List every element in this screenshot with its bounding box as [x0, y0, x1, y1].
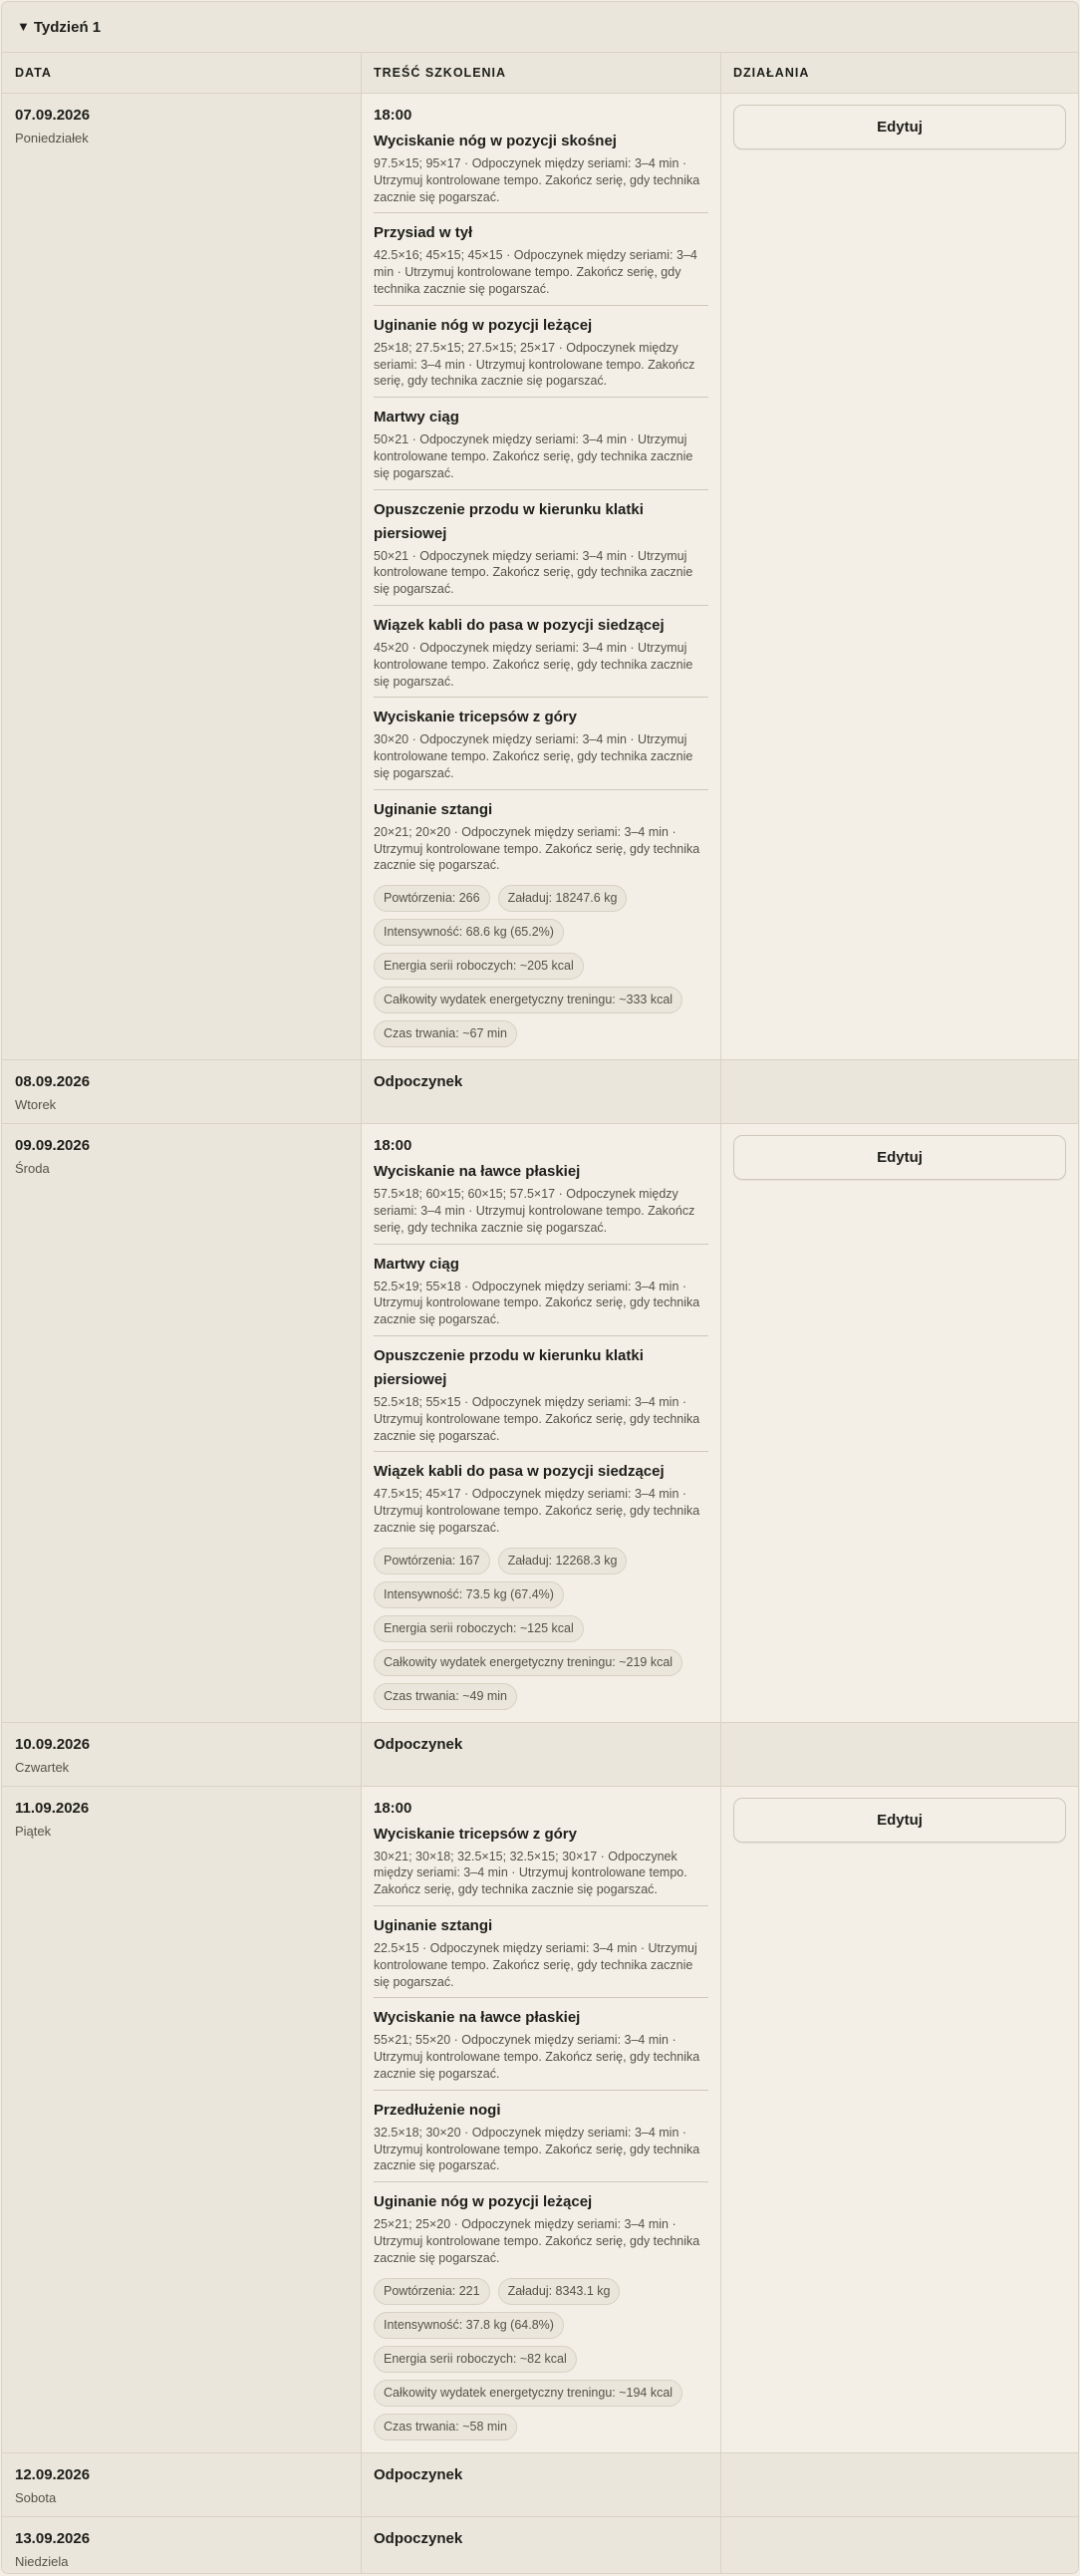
actions-cell	[721, 2453, 1078, 2516]
table-header	[2, 53, 1078, 94]
date-cell	[2, 1787, 362, 2452]
exercise-name: Martwy ciąg	[374, 409, 459, 427]
stat-badge: Intensywność: 37.8 kg (64.8%)	[374, 2312, 564, 2339]
exercise-item	[374, 2006, 708, 2090]
date-cell	[2, 94, 362, 1059]
session-stats	[374, 885, 706, 1047]
exercise-item	[374, 1160, 708, 1244]
rest-label: Odpoczynek	[374, 2529, 463, 2547]
exercise-detail: 42.5×16; 45×15; 45×15 · Odpoczynek między seriami: 3–4 min · Utrzymuj kontrolowane tempo. Zakończ serię, gdy technika zacznie się pogarszać.	[374, 248, 697, 296]
day-weekday: Sobota	[15, 2489, 57, 2505]
exercise-name: Opuszczenie przodu w kierunku klatki piersiowej	[374, 1346, 644, 1388]
day-weekday: Poniedziałek	[15, 131, 89, 145]
date-cell	[2, 2453, 362, 2516]
exercise-name: Martwy ciąg	[374, 1255, 459, 1273]
exercise-name: Wyciskanie na ławce płaskiej	[374, 2009, 581, 2027]
exercise-item	[374, 1344, 708, 1452]
exercise-detail: 25×18; 27.5×15; 27.5×15; 25×17 · Odpoczynek między seriami: 3–4 min · Utrzymuj kontrolowane tempo. Zakończ serię, gdy technika zacznie się pogarszać.	[374, 340, 695, 389]
exercise-name: Opuszczenie przodu w kierunku klatki piersiowej	[374, 500, 644, 542]
exercise-detail: 30×20 · Odpoczynek między seriami: 3–4 min · Utrzymuj kontrolowane tempo. Zakończ serię, gdy technika zacznie się pogarszać.	[374, 732, 693, 780]
training-day-row	[2, 1124, 1078, 1723]
actions-cell	[721, 1124, 1078, 1722]
stat-badge: Załaduj: 8343.1 kg	[498, 2278, 621, 2305]
stat-badge: Intensywność: 68.6 kg (65.2%)	[374, 919, 564, 946]
exercise-item	[374, 2099, 708, 2182]
rest-label: Odpoczynek	[374, 1735, 463, 1753]
session-time: 18:00	[374, 107, 412, 124]
exercise-item	[374, 314, 708, 398]
exercise-item	[374, 498, 708, 606]
stat-badge: Intensywność: 73.5 kg (67.4%)	[374, 1581, 564, 1608]
exercise-detail: 52.5×18; 55×15 · Odpoczynek między seriami: 3–4 min · Utrzymuj kontrolowane tempo. Zakończ serię, gdy technika zacznie się pogarszać.	[374, 1394, 700, 1443]
content-cell	[362, 94, 721, 1059]
rest-day-row	[2, 2517, 1078, 2574]
edit-button[interactable]: Edytuj	[733, 1798, 1066, 1843]
session-time: 18:00	[374, 1137, 412, 1155]
day-date: 10.09.2026	[15, 1735, 91, 1753]
actions-cell	[721, 2517, 1078, 2574]
exercise-name: Wyciskanie nóg w pozycji skośnej	[374, 133, 617, 149]
stat-badge: Energia serii roboczych: ~125 kcal	[374, 1615, 584, 1642]
stat-badge: Załaduj: 12268.3 kg	[498, 1548, 628, 1574]
day-date: 08.09.2026	[15, 1073, 91, 1091]
exercise-item	[374, 614, 708, 698]
edit-button[interactable]: Edytuj	[733, 105, 1066, 149]
actions-cell	[721, 94, 1078, 1059]
content-cell	[362, 1787, 721, 2452]
stat-badge: Załaduj: 18247.6 kg	[498, 885, 628, 912]
week-toggle[interactable]	[2, 2, 1078, 53]
day-weekday: Niedziela	[15, 2553, 69, 2569]
exercise-detail: 45×20 · Odpoczynek między seriami: 3–4 min · Utrzymuj kontrolowane tempo. Zakończ serię, gdy technika zacznie się pogarszać.	[374, 640, 693, 689]
day-date: 07.09.2026	[15, 107, 91, 124]
exercise-name: Przysiad w tył	[374, 224, 473, 242]
exercise-detail: 52.5×19; 55×18 · Odpoczynek między seriami: 3–4 min · Utrzymuj kontrolowane tempo. Zakończ serię, gdy technika zacznie się pogarszać.	[374, 1279, 700, 1327]
stat-badge: Powtórzenia: 221	[374, 2278, 490, 2305]
triangle-down-icon: ▼	[17, 18, 30, 34]
exercise-detail: 32.5×18; 30×20 · Odpoczynek między seriami: 3–4 min · Utrzymuj kontrolowane tempo. Zakończ serię, gdy technika zacznie się pogarszać.	[374, 2125, 700, 2173]
exercise-detail: 20×21; 20×20 · Odpoczynek między seriami: 3–4 min · Utrzymuj kontrolowane tempo. Zakończ serię, gdy technika zacznie się pogarszać.	[374, 824, 700, 873]
edit-button[interactable]: Edytuj	[733, 1135, 1066, 1180]
rest-label: Odpoczynek	[374, 2465, 463, 2483]
exercise-detail: 50×21 · Odpoczynek między seriami: 3–4 min · Utrzymuj kontrolowane tempo. Zakończ serię, gdy technika zacznie się pogarszać.	[374, 548, 693, 597]
exercise-detail: 25×21; 25×20 · Odpoczynek między seriami: 3–4 min · Utrzymuj kontrolowane tempo. Zakończ serię, gdy technika zacznie się pogarszać.	[374, 2217, 700, 2265]
day-weekday: Piątek	[15, 1823, 52, 1839]
session-time: 18:00	[374, 1799, 412, 1817]
content-cell	[362, 1723, 721, 1786]
session-stats	[374, 1548, 706, 1710]
column-header-date: DATA	[2, 53, 362, 93]
column-header-content: TREŚĆ SZKOLENIA	[362, 53, 721, 93]
exercise-detail: 47.5×15; 45×17 · Odpoczynek między seriami: 3–4 min · Utrzymuj kontrolowane tempo. Zakończ serię, gdy technika zacznie się pogarszać.	[374, 1487, 700, 1535]
exercise-item	[374, 1914, 708, 1998]
day-date: 12.09.2026	[15, 2465, 91, 2483]
day-date: 11.09.2026	[15, 1799, 90, 1817]
exercise-item	[374, 2190, 708, 2266]
actions-cell	[721, 1723, 1078, 1786]
stat-badge: Całkowity wydatek energetyczny treningu: ~333 kcal	[374, 987, 682, 1013]
exercise-name: Uginanie sztangi	[374, 1917, 493, 1935]
date-cell	[2, 2517, 362, 2574]
content-cell	[362, 1060, 721, 1123]
stat-badge: Czas trwania: ~58 min	[374, 2414, 517, 2440]
content-cell	[362, 2453, 721, 2516]
exercise-detail: 22.5×15 · Odpoczynek między seriami: 3–4 min · Utrzymuj kontrolowane tempo. Zakończ serię, gdy technika zacznie się pogarszać.	[374, 1941, 697, 1989]
stat-badge: Całkowity wydatek energetyczny treningu: ~219 kcal	[374, 1649, 682, 1676]
actions-cell	[721, 1060, 1078, 1123]
exercise-item	[374, 706, 708, 789]
exercise-name: Przedłużenie nogi	[374, 2101, 501, 2119]
exercise-item	[374, 1823, 708, 1906]
exercise-name: Wiązek kabli do pasa w pozycji siedzącej	[374, 616, 665, 634]
day-weekday: Wtorek	[15, 1097, 57, 1113]
exercise-detail: 97.5×15; 95×17 · Odpoczynek między seriami: 3–4 min · Utrzymuj kontrolowane tempo. Zakończ serię, gdy technika zacznie się pogarszać.	[374, 156, 700, 204]
exercise-name: Wyciskanie tricepsów z góry	[374, 709, 577, 726]
table-body	[2, 94, 1078, 2574]
day-weekday: Środa	[15, 1161, 50, 1177]
exercise-name: Wyciskanie na ławce płaskiej	[374, 1163, 581, 1181]
session-stats	[374, 2278, 706, 2440]
actions-cell	[721, 1787, 1078, 2452]
stat-badge: Czas trwania: ~49 min	[374, 1683, 517, 1710]
day-date: 09.09.2026	[15, 1137, 91, 1155]
column-header-actions: DZIAŁANIA	[733, 66, 810, 80]
exercise-item	[374, 130, 708, 213]
exercise-item	[374, 406, 708, 489]
stat-badge: Całkowity wydatek energetyczny treningu: ~194 kcal	[374, 2380, 682, 2407]
week-title: Tydzień 1	[33, 18, 102, 36]
stat-badge: Powtórzenia: 167	[374, 1548, 490, 1574]
stat-badge: Energia serii roboczych: ~205 kcal	[374, 953, 584, 980]
rest-day-row	[2, 2453, 1078, 2517]
day-weekday: Czwartek	[15, 1759, 70, 1775]
week-panel	[1, 1, 1079, 2574]
exercise-detail: 50×21 · Odpoczynek między seriami: 3–4 min · Utrzymuj kontrolowane tempo. Zakończ serię, gdy technika zacznie się pogarszać.	[374, 432, 693, 480]
date-cell	[2, 1060, 362, 1123]
exercise-name: Wiązek kabli do pasa w pozycji siedzącej	[374, 1463, 665, 1481]
stat-badge: Powtórzenia: 266	[374, 885, 490, 912]
exercise-detail: 57.5×18; 60×15; 60×15; 57.5×17 · Odpoczynek między seriami: 3–4 min · Utrzymuj kontrolowane tempo. Zakończ serię, gdy technika zacznie się pogarszać.	[374, 1187, 695, 1235]
training-day-row	[2, 1787, 1078, 2453]
exercise-item	[374, 221, 708, 305]
exercise-item	[374, 798, 708, 874]
content-cell	[362, 2517, 721, 2574]
day-date: 13.09.2026	[15, 2529, 91, 2547]
exercise-name: Uginanie nóg w pozycji leżącej	[374, 2193, 593, 2211]
exercise-name: Wyciskanie tricepsów z góry	[374, 1825, 577, 1843]
rest-day-row	[2, 1060, 1078, 1124]
date-cell	[2, 1723, 362, 1786]
exercise-detail: 30×21; 30×18; 32.5×15; 32.5×15; 30×17 · Odpoczynek między seriami: 3–4 min · Utrzymuj kontrolowane tempo. Zakończ serię, gdy technika zacznie się pogarszać.	[374, 1849, 687, 1897]
exercise-detail: 55×21; 55×20 · Odpoczynek między seriami: 3–4 min · Utrzymuj kontrolowane tempo. Zakończ serię, gdy technika zacznie się pogarszać.	[374, 2033, 700, 2082]
training-day-row	[2, 94, 1078, 1060]
stat-badge: Energia serii roboczych: ~82 kcal	[374, 2346, 577, 2373]
date-cell	[2, 1124, 362, 1722]
exercise-item	[374, 1460, 708, 1536]
rest-day-row	[2, 1723, 1078, 1787]
stat-badge: Czas trwania: ~67 min	[374, 1020, 517, 1047]
exercise-item	[374, 1253, 708, 1336]
rest-label: Odpoczynek	[374, 1073, 463, 1091]
exercise-name: Uginanie sztangi	[374, 800, 493, 818]
content-cell	[362, 1124, 721, 1722]
exercise-name: Uginanie nóg w pozycji leżącej	[374, 316, 593, 334]
